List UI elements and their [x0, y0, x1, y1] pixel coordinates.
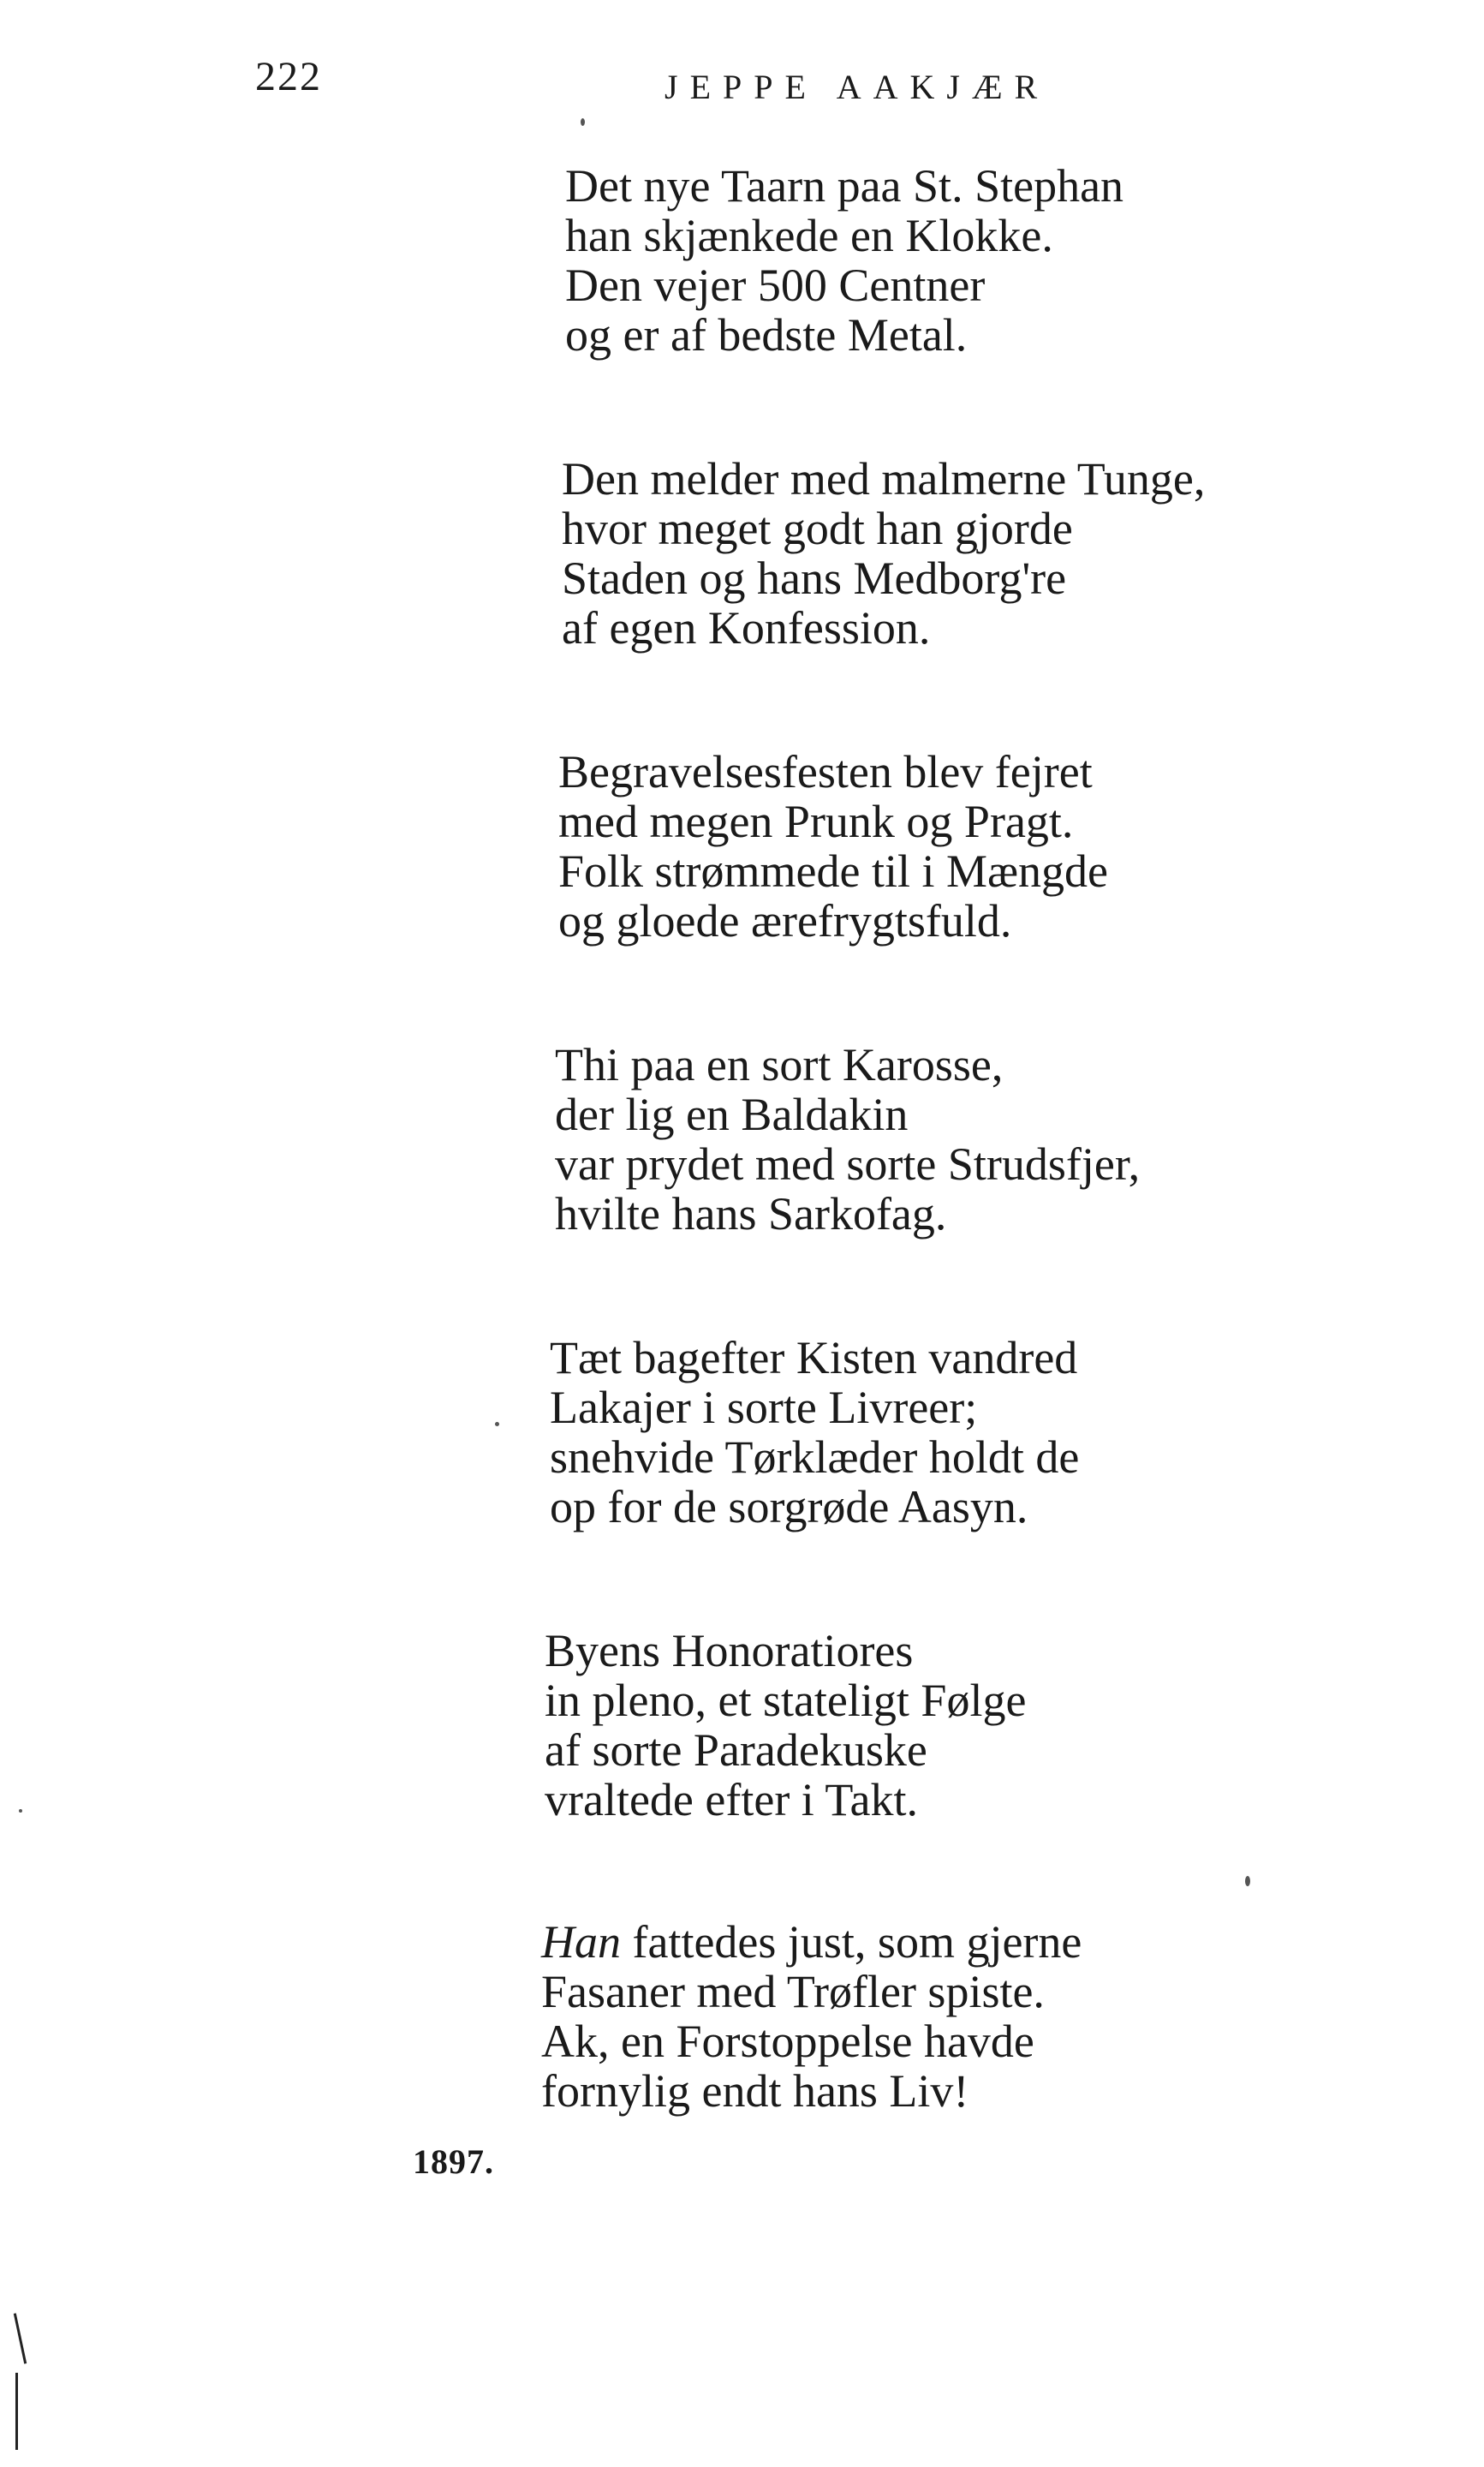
poem-line: og gloede ærefrygtsfuld. — [558, 895, 1012, 947]
poem-line: Begravelsesfesten blev fejret — [558, 746, 1093, 797]
stanza-4 — [555, 1040, 1484, 1239]
stanza-7 — [541, 1917, 1483, 2116]
poem-line: Folk strømmede til i Mængde — [558, 845, 1108, 897]
scan-edge-mark — [15, 2373, 18, 2450]
stanza-6 — [545, 1626, 1484, 1825]
scan-edge-mark — [14, 2313, 27, 2363]
poem-line: der lig en Baldakin — [555, 1089, 909, 1140]
poem-line: med megen Prunk og Pragt. — [558, 796, 1074, 847]
poem-line: vraltede efter i Takt. — [545, 1774, 919, 1825]
poem-line: Det nye Taarn paa St. Stephan — [565, 160, 1124, 212]
year-date: 1897. — [413, 2142, 494, 2181]
poem-line: af egen Konfession. — [562, 602, 931, 654]
stanza-1 — [565, 161, 1484, 360]
scan-speck — [495, 1422, 499, 1426]
poem-line: fornylig endt hans Liv! — [541, 2065, 969, 2117]
poem-line: Thi paa en sort Karosse, — [555, 1039, 1004, 1090]
poem-line — [541, 1917, 1483, 1967]
poem-line: Ak, en Forstoppelse havde — [541, 2016, 1034, 2067]
poem-line: Den vejer 500 Centner — [565, 260, 986, 311]
scan-speck — [1245, 1876, 1250, 1886]
stanza-5 — [550, 1333, 1484, 1532]
scan-speck — [19, 1809, 22, 1813]
poem-line: hvor meget godt han gjorde — [562, 503, 1073, 554]
line-rest: fattedes just, som gjerne — [621, 1916, 1082, 1968]
poem-line: in pleno, et stateligt Følge — [545, 1675, 1027, 1726]
poem-line: Fasaner med Trøfler spiste. — [541, 1966, 1045, 2017]
poem-line: snehvide Tørklæder holdt de — [550, 1431, 1080, 1483]
stanza-2 — [562, 454, 1484, 653]
poem-line: og er af bedste Metal. — [565, 309, 968, 361]
poem-line: Lakajer i sorte Livreer; — [550, 1382, 978, 1433]
poem-line: hvilte hans Sarkofag. — [555, 1188, 947, 1239]
italic-word: Han — [541, 1916, 621, 1968]
page-number: 222 — [255, 54, 322, 99]
running-head: JEPPE AAKJÆR — [665, 68, 1050, 106]
poem-line: Byens Honoratiores — [545, 1625, 914, 1676]
scan-speck — [581, 118, 585, 126]
poem-line: Staden og hans Medborg're — [562, 553, 1067, 604]
poem-line: var prydet med sorte Strudsfjer, — [555, 1138, 1141, 1190]
poem-line: af sorte Paradekuske — [545, 1724, 927, 1776]
poem-line: Tæt bagefter Kisten vandred — [550, 1332, 1078, 1383]
poem-line: op for de sorgrøde Aasyn. — [550, 1481, 1028, 1532]
stanza-3 — [558, 747, 1484, 946]
poem-line: han skjænkede en Klokke. — [565, 210, 1053, 261]
poem-line: Den melder med malmerne Tunge, — [562, 453, 1206, 505]
